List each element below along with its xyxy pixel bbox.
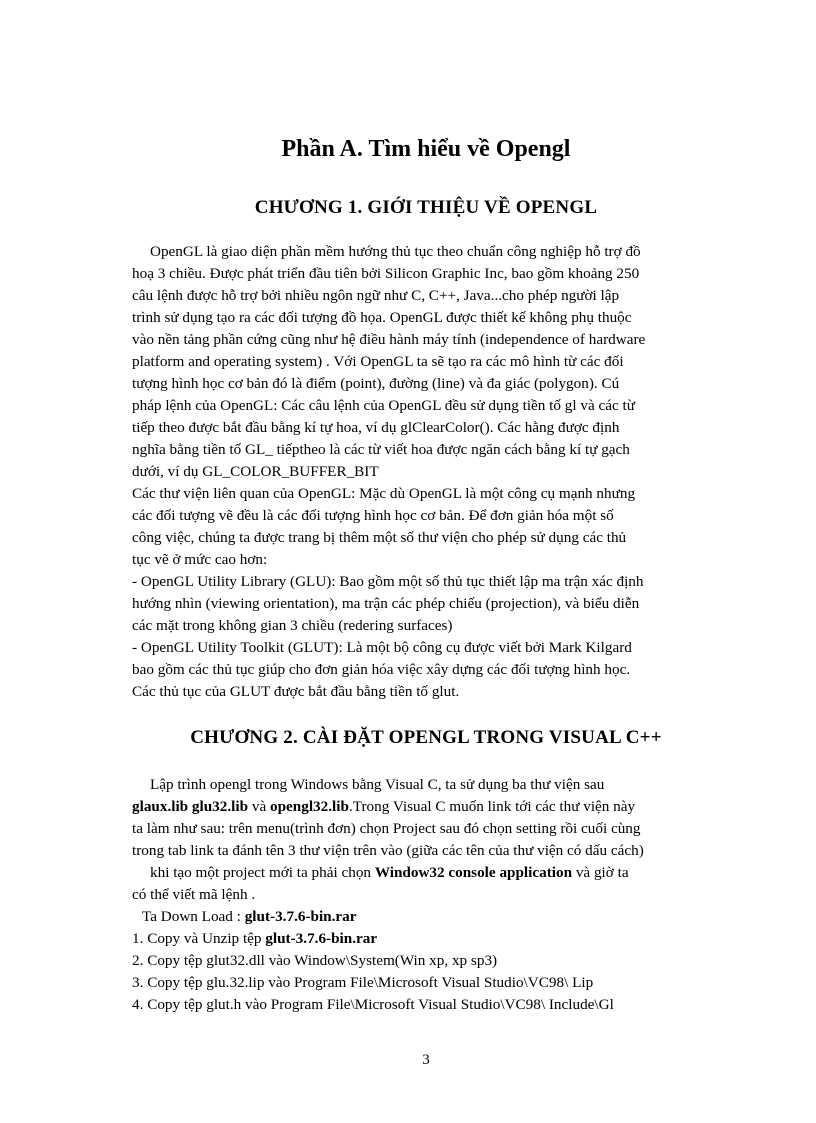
line-post: và giờ ta: [572, 864, 629, 881]
body-line: trong tab link ta đánh tên 3 thư viện trên vào (giữa các tên của thư viện có dấu cách): [132, 842, 644, 859]
body-line: trình sử dụng tạo ra các đối tượng đồ họa. OpenGL được thiết kế không phụ thuộc: [132, 309, 632, 326]
body-line: - OpenGL Utility Library (GLU): Bao gồm một số thủ tục thiết lập ma trận xác định: [132, 573, 644, 590]
list-item: 2. Copy tệp glut32.dll vào Window\System(Win xp, xp sp3): [132, 952, 498, 969]
list-item: 3. Copy tệp glu.32.lip vào Program File\Microsoft Visual Studio\VC98\ Lip: [132, 974, 594, 991]
chapter-1-title: CHƯƠNG 1. GIỚI THIỆU VỀ OPENGL: [254, 197, 598, 218]
body-line: [132, 796, 722, 818]
body-line: [132, 906, 722, 928]
body-line: tục vẽ ở mức cao hơn:: [132, 551, 268, 568]
lib-names: glaux.lib glu32.lib: [132, 798, 249, 815]
body-line: hướng nhìn (viewing orientation), ma trận các phép chiếu (projection), và biểu diễn: [132, 595, 640, 612]
body-line: có thể viết mã lệnh .: [132, 886, 256, 903]
chapter-2-title: CHƯƠNG 2. CÀI ĐẶT OPENGL TRONG VISUAL C++: [190, 727, 662, 748]
archive-file: glut-3.7.6-bin.rar: [265, 930, 378, 947]
body-line: Lập trình opengl trong Windows bằng Visual C, ta sử dụng ba thư viện sau: [150, 776, 605, 793]
body-line: dưới, ví dụ GL_COLOR_BUFFER_BIT: [132, 463, 379, 480]
body-line: bao gồm các thủ tục giúp cho đơn giản hóa việc xây dựng các đối tượng hình học.: [132, 661, 631, 678]
page-number: 3: [422, 1052, 430, 1068]
body-line: công việc, chúng ta được trang bị thêm một số thư viện cho phép sử dụng các thủ: [132, 529, 627, 546]
body-line: hoạ 3 chiều. Được phát triển đầu tiên bởi Silicon Graphic Inc, bao gồm khoảng 250: [132, 265, 640, 282]
line-rest: .Trong Visual C muốn link tới các thư viện này: [348, 798, 636, 815]
lib-name: opengl32.lib: [270, 798, 349, 815]
body-line: Các thủ tục của GLUT được bắt đầu bằng tiền tố glut.: [132, 683, 460, 700]
body-line: ta làm như sau: trên menu(trình đơn) chọn Project sau đó chọn setting rồi cuối cùng: [132, 820, 641, 837]
body-line: - OpenGL Utility Toolkit (GLUT): Là một bộ công cụ được viết bởi Mark Kilgard: [132, 639, 632, 656]
body-line: OpenGL là giao diện phần mềm hướng thủ tục theo chuẩn công nghiệp hỗ trợ đồ: [150, 243, 641, 260]
body-line: nghĩa bằng tiền tố GL_ tiếptheo là các từ viết hoa được ngăn cách bằng kí tự gạch: [132, 441, 630, 458]
line-pre: 1. Copy và Unzip tệp: [132, 930, 266, 947]
list-item: [132, 928, 722, 950]
body-line: các đối tượng vẽ đều là các đối tượng hình học cơ bản. Để đơn giản hóa một số: [132, 507, 614, 524]
download-file: glut-3.7.6-bin.rar: [244, 908, 357, 925]
body-line: [132, 862, 722, 884]
chapter-1-body: [132, 241, 722, 703]
body-line: các mặt trong không gian 3 chiều (redering surfaces): [132, 617, 453, 634]
body-line: Các thư viện liên quan của OpenGL: Mặc dù OpenGL là một công cụ mạnh nhưng: [132, 485, 636, 502]
chapter-2-body: [132, 774, 722, 1016]
conjunction: và: [248, 798, 270, 815]
list-item: 4. Copy tệp glut.h vào Program File\Microsoft Visual Studio\VC98\ Include\Gl: [132, 996, 614, 1013]
project-type: Window32 console application: [374, 864, 573, 881]
body-line: platform and operating system) . Với OpenGL ta sẽ tạo ra các mô hình từ các đối: [132, 353, 624, 370]
line-pre: Ta Down Load :: [142, 908, 245, 925]
body-line: vào nền tảng phần cứng cũng như hệ điều hành máy tính (independence of hardware: [132, 331, 646, 348]
body-line: tiếp theo được bắt đầu bằng kí tự hoa, ví dụ glClearColor(). Các hằng được định: [132, 419, 620, 436]
body-line: câu lệnh được hỗ trợ bởi nhiều ngôn ngữ như C, C++, Java...cho phép người lập: [132, 287, 620, 304]
line-pre: khi tạo một project mới ta phải chọn: [150, 864, 375, 881]
body-line: tượng hình học cơ bản đó là điểm (point), đường (line) và đa giác (polygon). Cú: [132, 375, 620, 392]
part-title: Phần A. Tìm hiểu về Opengl: [281, 136, 571, 162]
body-line: pháp lệnh của OpenGL: Các câu lệnh của OpenGL đều sử dụng tiền tố gl và các từ: [132, 397, 635, 414]
